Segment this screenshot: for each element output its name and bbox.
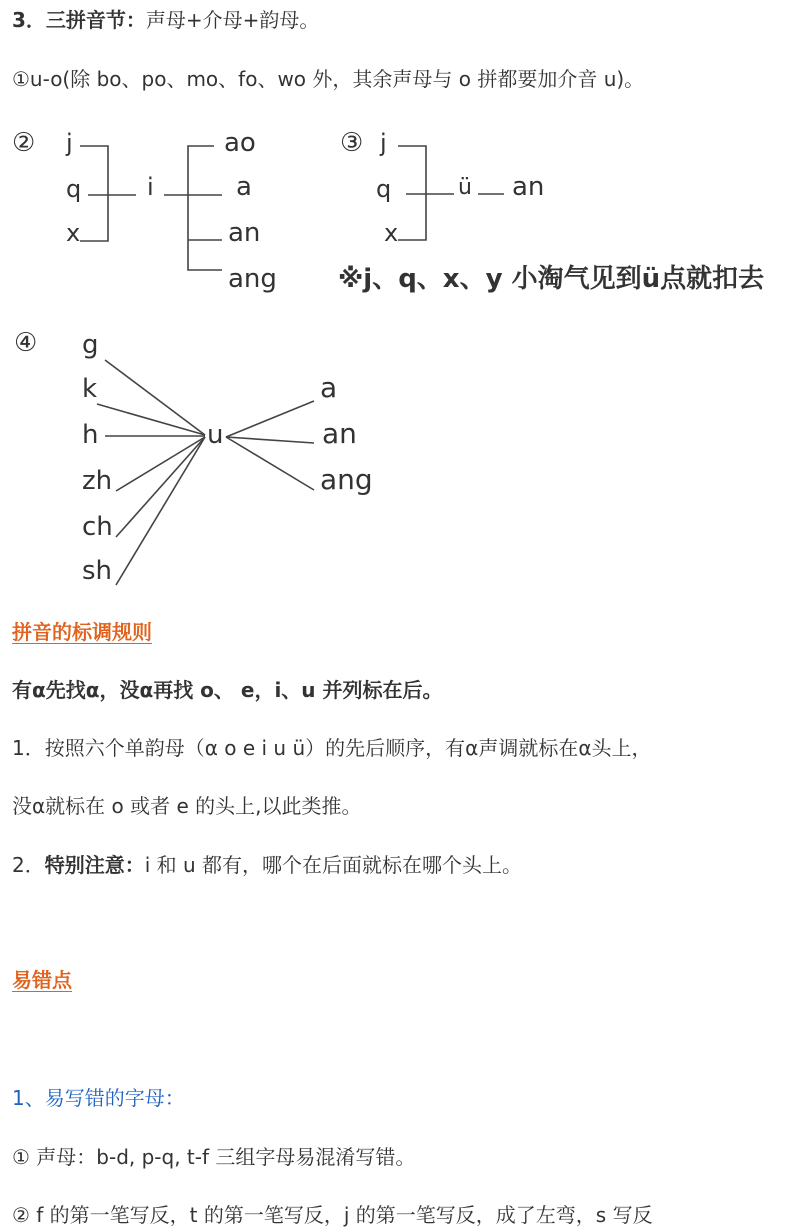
section-title-rest: 声母+介母+韵母。 — [145, 8, 320, 32]
initial-x: x — [66, 219, 81, 247]
tone-rule-1-line-1: 1．按照六个单韵母（α o e i u ü）的先后顺序，有α声调就标在α头上， — [12, 736, 652, 760]
errors-item-1: ① 声母：b-d, p-q, t-f 三组字母易混淆写错。 — [12, 1145, 416, 1169]
tone-rule-2-prefix: 2． — [12, 853, 45, 877]
errors-item-2: ② f 的第一笔写反，t 的第一笔写反，j 的第一笔写反，成了左弯，s 写反 — [12, 1203, 653, 1227]
tone-rule-2-bold: 特别注意： — [44, 853, 145, 877]
final-an: an — [228, 218, 261, 248]
errors-subheading: 1、易写错的字母： — [12, 1086, 185, 1110]
diagram-u-combinations — [0, 315, 400, 600]
final-ang: ang — [228, 264, 277, 294]
initial-ch: ch — [82, 512, 113, 542]
initial-sh: sh — [82, 556, 113, 586]
initial-j: j — [380, 129, 387, 157]
diagram-jqx-u-umlaut — [330, 115, 796, 305]
final-ang: ang — [320, 463, 373, 496]
medial-i: i — [147, 173, 154, 201]
final-a: a — [320, 371, 338, 404]
medial-u-umlaut: ü — [458, 175, 472, 200]
final-a: a — [236, 172, 252, 202]
marker-4: ④ — [14, 328, 38, 358]
tone-rule-2 — [12, 851, 522, 879]
final-an: an — [512, 172, 545, 202]
tone-rules-heading: 拼音的标调规则 — [12, 620, 152, 644]
initial-h: h — [82, 420, 99, 450]
initial-j: j — [66, 129, 73, 157]
diagram-jqx-i — [0, 115, 330, 305]
initial-g: g — [82, 330, 99, 360]
marker-2: ② — [12, 128, 36, 158]
initial-q: q — [376, 175, 392, 203]
rule-u-o: ①u-o(除 bo、po、mo、fo、wo 外，其余声母与 o 拼都要加介音 u)。 — [12, 67, 645, 91]
errors-heading: 易错点 — [12, 968, 72, 992]
initial-k: k — [82, 374, 98, 404]
tone-rule-1-line-2: 没α就标在 o 或者 e 的头上,以此类推。 — [12, 794, 362, 818]
final-an: an — [322, 417, 357, 450]
section-title-bold: 3．三拼音节： — [12, 8, 146, 32]
final-ao: ao — [224, 128, 256, 158]
medial-u: u — [207, 420, 224, 450]
jqxy-note: ※j、q、x、y 小淘气见到ü点就扣去 — [338, 264, 765, 294]
tone-rule-2-rest: i 和 u 都有，哪个在后面就标在哪个头上。 — [144, 853, 523, 877]
tone-rules-summary: 有α先找α，没α再找 o、 e，i、u 并列标在后。 — [12, 678, 443, 702]
initial-zh: zh — [82, 466, 113, 496]
marker-3: ③ — [340, 128, 364, 158]
initial-x: x — [384, 219, 399, 247]
initial-q: q — [66, 175, 82, 203]
section-title — [12, 6, 319, 34]
